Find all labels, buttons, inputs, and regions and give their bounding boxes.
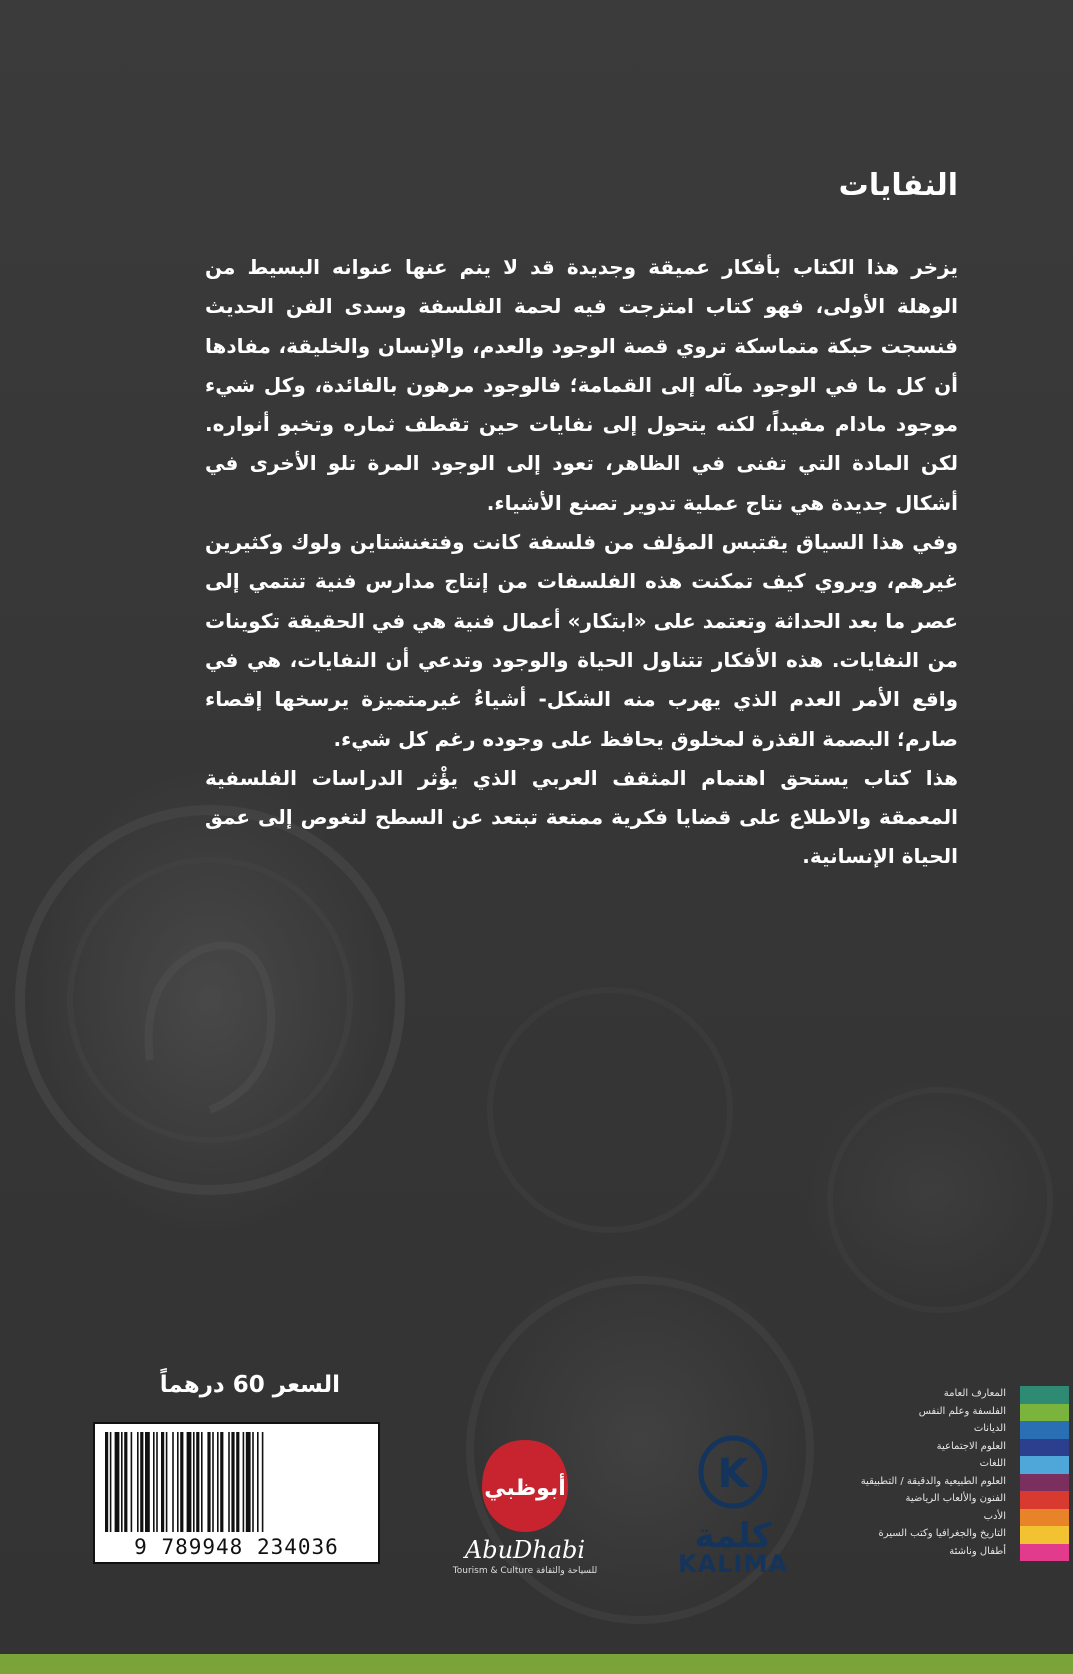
category-swatch — [1020, 1509, 1069, 1527]
price-label: السعر 60 درهماً — [159, 1372, 340, 1398]
barcode-bar — [217, 1432, 219, 1532]
book-title: النفايات — [838, 168, 958, 203]
barcode-bar — [231, 1432, 234, 1532]
barcode-bar — [187, 1432, 192, 1532]
abu-dhabi-wordmark: AbuDhabi — [464, 1536, 586, 1564]
book-blurb — [205, 248, 958, 877]
blurb-paragraph: هذا كتاب يستحق اهتمام المثقف العربي الذي يؤْثر الدراسات الفلسفية المعمقة والاطلاع على قضايا فكرية ممتعة تبتعد عن السطح لتغوص إلى عمق الحياة الإنسانية. — [205, 765, 958, 869]
category-row — [850, 1386, 1069, 1404]
category-row — [850, 1544, 1069, 1562]
barcode-bar — [207, 1432, 210, 1532]
barcode-bar — [153, 1432, 155, 1532]
category-swatch — [1020, 1491, 1069, 1509]
category-label: اللغات — [979, 1458, 1006, 1469]
category-swatch — [1020, 1474, 1069, 1492]
category-row — [850, 1491, 1069, 1509]
barcode-bar — [166, 1432, 168, 1532]
kalima-logo — [668, 1432, 798, 1578]
category-row — [850, 1421, 1069, 1439]
barcode-bar — [161, 1432, 164, 1532]
category-swatch — [1020, 1421, 1069, 1439]
category-row — [850, 1404, 1069, 1422]
barcode-bar — [236, 1432, 239, 1532]
category-label: أطفال وناشئة — [949, 1545, 1006, 1557]
kalima-emblem-icon — [668, 1432, 798, 1512]
category-label: العلوم الاجتماعية — [936, 1440, 1006, 1452]
category-label: الفنون والألعاب الرياضية — [905, 1493, 1006, 1504]
abu-dhabi-subtitle: Tourism & Culture للسياحة والثقافة — [452, 1566, 598, 1576]
green-border-strip — [0, 1654, 1073, 1674]
barcode-bar — [193, 1432, 195, 1532]
category-swatch — [1020, 1526, 1069, 1544]
barcode-bar — [257, 1432, 259, 1532]
barcode-bar — [140, 1432, 143, 1532]
barcode-bar — [177, 1432, 179, 1532]
barcode-bar — [196, 1432, 199, 1532]
barcode-bar — [172, 1432, 174, 1532]
abu-dhabi-emblem-icon — [440, 1432, 610, 1537]
abu-dhabi-arabic: أبوظبي — [484, 1476, 566, 1501]
barcode-bar — [115, 1432, 120, 1532]
category-swatch — [1020, 1544, 1069, 1562]
barcode-bar — [137, 1432, 139, 1532]
barcode-bar — [252, 1432, 254, 1532]
kalima-english: KALIMA — [678, 1550, 788, 1578]
category-row — [850, 1526, 1069, 1544]
kalima-arabic: كلمة — [694, 1516, 772, 1556]
category-label: الأدب — [983, 1510, 1006, 1522]
barcode-bar — [212, 1432, 214, 1532]
category-swatch — [1020, 1386, 1069, 1404]
barcode-bars — [105, 1432, 368, 1532]
kalima-letter: K — [717, 1451, 749, 1497]
category-label: العلوم الطبيعية والدقيقة / التطبيقية — [860, 1475, 1006, 1487]
barcode-bar — [105, 1432, 108, 1532]
category-legend — [850, 1386, 1069, 1561]
category-row — [850, 1439, 1069, 1457]
category-label: التاريخ والجغرافيا وكتب السيرة — [878, 1528, 1006, 1539]
barcode-bar — [110, 1432, 112, 1532]
barcode-bar — [124, 1432, 127, 1532]
barcode-bar — [228, 1432, 230, 1532]
barcode-bar — [156, 1432, 158, 1532]
isbn-number: 9 789948 234036 — [134, 1535, 339, 1559]
isbn-barcode — [93, 1422, 380, 1564]
category-swatch — [1020, 1439, 1069, 1457]
category-row — [850, 1474, 1069, 1492]
category-label: الديانات — [973, 1423, 1006, 1434]
barcode-bar — [180, 1432, 183, 1532]
barcode-bar — [131, 1432, 133, 1532]
barcode-bar — [220, 1432, 223, 1532]
category-swatch — [1020, 1456, 1069, 1474]
barcode-bar — [201, 1432, 203, 1532]
category-label: المعارف العامة — [943, 1388, 1006, 1399]
barcode-bar — [243, 1432, 245, 1532]
barcode-bar — [262, 1432, 264, 1532]
barcode-bar — [121, 1432, 123, 1532]
blurb-paragraph: وفي هذا السياق يقتبس المؤلف من فلسفة كانت وفتغنشتاين ولوك وكثيرين غيرهم، ويروي كيف تمكنت هذه الفلسفات من إنتاج مدارس فنية تنتمي إلى عصر ما بعد الحداثة وتعتمد على «ابتكار» أعمال فنية هي في الحقيقة تكوينات من النفايات. هذه الأفكار تتناول الحياة والوجود وتدعي أن النفايات، هي في واقع الأمر العدم الذي يهرب منه الشكل- أشياءُ غيرمتميزة يرسخها إقصاء صارم؛ البصمة القذرة لمخلوق يحافظ على وجوده رغم كل شيء. — [205, 530, 958, 751]
barcode-bar — [145, 1432, 150, 1532]
barcode-bar — [246, 1432, 251, 1532]
category-row — [850, 1456, 1069, 1474]
blurb-paragraph: يزخر هذا الكتاب بأفكار عميقة وجديدة قد لا ينم عنها عنوانه البسيط من الوهلة الأولى، فهو كتاب امتزجت فيه لحمة الفلسفة وسدى الفن الحديث فنسجت حبكة متماسكة تروي قصة الوجود والعدم، والإنسان والخليقة، مفادها أن كل ما في الوجود مآله إلى القمامة؛ فالوجود مرهون بالفائدة، وكل شيء موجود مادام مفيداً، لكنه يتحول إلى نفايات حين تقطف ثماره وتخبو أنواره. لكن المادة التي تفنى في الظاهر، تعود إلى الوجود المرة تلو الأخرى في أشكال جديدة هي نتاج عملية تدوير تصنع الأشياء. — [205, 255, 958, 515]
category-row — [850, 1509, 1069, 1527]
abu-dhabi-logo — [440, 1432, 610, 1576]
category-swatch — [1020, 1404, 1069, 1422]
category-label: الفلسفة وعلم النفس — [918, 1405, 1006, 1417]
